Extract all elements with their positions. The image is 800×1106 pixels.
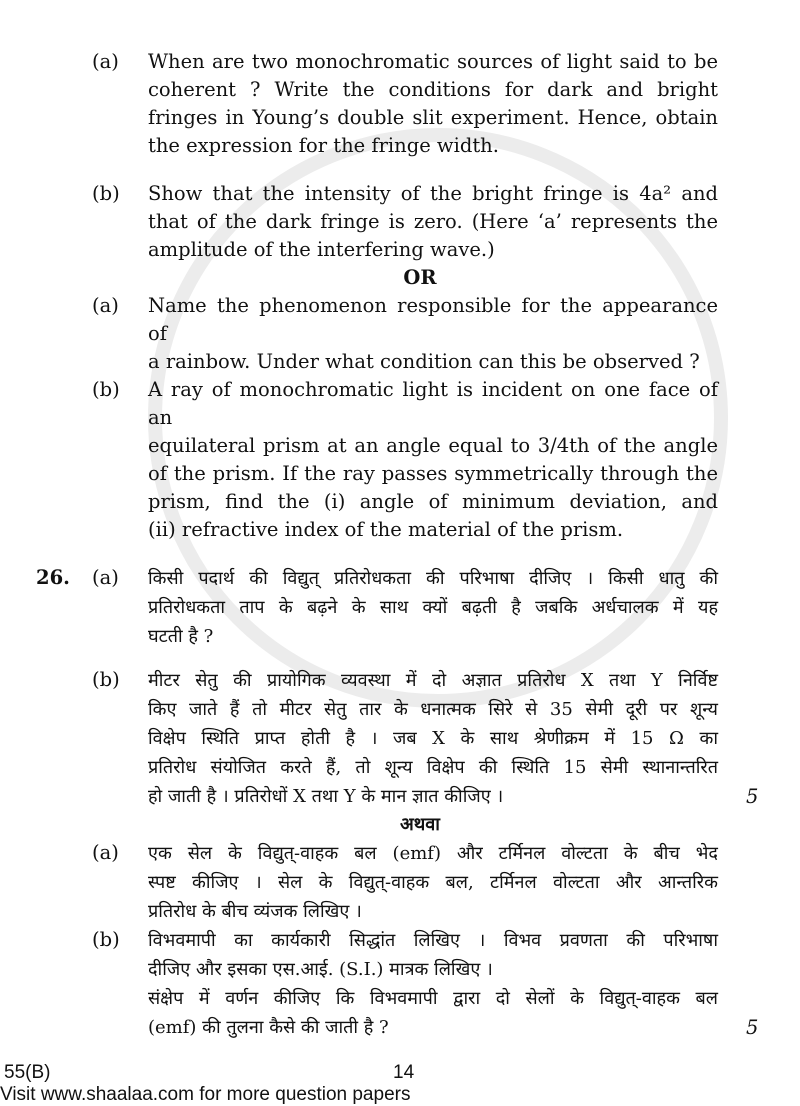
q26-or-a-line: प्रतिरोध के बीच व्यंजक लिखिए । [148,901,362,922]
q25-or-b [0,376,800,544]
paper-code: 55(B) [4,1062,51,1083]
q25-b-line: that of the dark fringe is zero. (Here ‘a’ represents the [148,210,718,233]
q25-b-line: amplitude of the interfering wave.) [148,238,495,261]
q25-a-label: (a) [92,50,119,73]
q25-b-text [148,180,718,264]
q26-b-line: मीटर सेतु की प्रायोगिक व्यवस्था में दो अज्ञात प्रतिरोध X तथा Y निर्विष्ट [148,670,718,691]
q25-or-b-line: A ray of monochromatic light is incident on one face of an [148,378,718,429]
q25-a-line: When are two monochromatic sources of light said to be [148,50,718,73]
q25-or-b-text [148,376,718,544]
q26-or-b-label: (b) [92,928,120,951]
q26-b-line: प्रतिरोध संयोजित करते हैं, तो शून्य विक्षेप की स्थिति 15 सेमी स्थानान्तरित [148,757,718,778]
q26-or-a-line: स्पष्ट कीजिए । सेल के विद्युत्-वाहक बल, टर्मिनल वोल्टता और आन्तरिक [148,872,718,893]
q26-a-line: प्रतिरोधकता ताप के बढ़ने के साथ क्यों बढ़ती है जबकि अर्धचालक में यह [148,597,718,618]
q26-a-text [148,564,718,651]
q25-a-line: coherent ? Write the conditions for dark and bright [148,78,718,101]
q26-b-label: (b) [92,668,120,691]
athava-heading: अथवा [400,814,440,835]
q26-or-b-text [148,926,718,1042]
q26-or-b [0,926,800,1042]
q25-a-line: fringes in Young’s double slit experiment. Hence, obtain [148,106,718,129]
q26-marks: 5 [746,785,759,808]
q25-b [0,180,800,264]
q26-b-line: हो जाती है । प्रतिरोधों X तथा Y के मान ज्ञात कीजिए । [148,786,504,807]
q26-a-label: (a) [92,566,119,589]
q25-a [0,48,800,160]
q26-or-a-line: एक सेल के विद्युत्-वाहक बल (emf) और टर्मिनल वोल्टता के बीच भेद [148,843,718,864]
q25-a-line: the expression for the fringe width. [148,134,499,157]
q26-number: 26. [36,566,70,589]
q26-a-line: किसी पदार्थ की विद्युत् प्रतिरोधकता की परिभाषा दीजिए । किसी धातु की [148,568,718,589]
q26-b [0,666,800,811]
q25-or-b-line: of the prism. If the ray passes symmetrically through the [148,462,718,485]
q26-b-text [148,666,718,811]
q25-or-b-label: (b) [92,378,120,401]
q25-or-b-line: equilateral prism at an angle equal to 3/4th of the angle [148,434,718,457]
q25-or-a [0,292,800,376]
q26-or-a-label: (a) [92,841,119,864]
q25-or-b-line: (ii) refractive index of the material of the prism. [148,518,624,541]
q26-b-line: विक्षेप स्थिति प्राप्त होती है । जब X के साथ श्रेणीक्रम में 15 Ω का [148,728,718,749]
footer-row [0,1062,800,1084]
q25-or-a-label: (a) [92,294,119,317]
q25-or-a-text [148,292,718,376]
q26-or-a [0,839,800,926]
q25-b-line: Show that the intensity of the bright fringe is 4a² and [148,182,718,205]
q26-or-a-text [148,839,718,926]
q26-or-b-line: संक्षेप में वर्णन कीजिए कि विभवमापी द्वारा दो सेलों के विद्युत्-वाहक बल [148,988,718,1009]
q26-or-b-line: (emf) की तुलना कैसे की जाती है ? [148,1017,389,1038]
q25-or-a-line: a rainbow. Under what condition can this be observed ? [148,350,700,373]
q25-or-a-line: Name the phenomenon responsible for the appearance of [148,294,718,345]
q26-a [0,564,800,651]
visit-link[interactable]: Visit www.shaalaa.com for more question papers [0,1084,411,1105]
or-heading: OR [403,266,437,289]
q26-or-marks: 5 [746,1016,759,1039]
q25-or-b-line: prism, find the (i) angle of minimum deviation, and [148,490,718,513]
q26-or-b-line: दीजिए और इसका एस.आई. (S.I.) मात्रक लिखिए । [148,959,493,980]
q26-or-b-line: विभवमापी का कार्यकारी सिद्धांत लिखिए । विभव प्रवणता की परिभाषा [148,930,718,951]
q25-b-label: (b) [92,182,120,205]
page-number: 14 [393,1062,415,1083]
q25-a-text [148,48,718,160]
q26-b-line: किए जाते हैं तो मीटर सेतु तार के धनात्मक सिरे से 35 सेमी दूरी पर शून्य [148,699,718,720]
q26-a-line: घटती है ? [148,626,214,647]
